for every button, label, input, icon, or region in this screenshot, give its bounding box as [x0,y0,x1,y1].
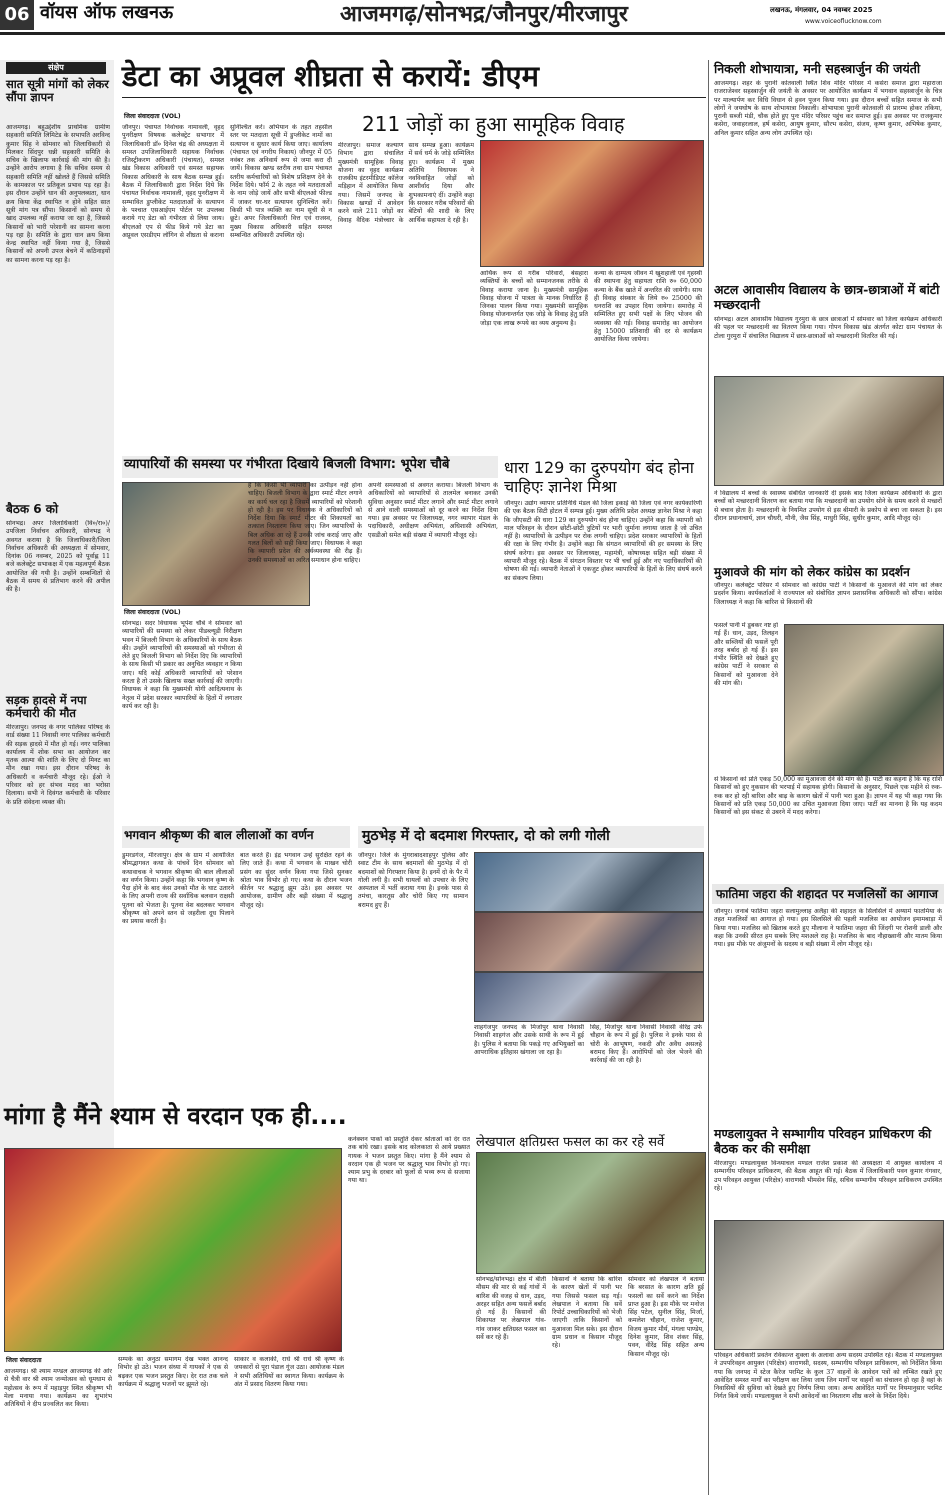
muthbhed-body-right [366,852,367,853]
muavze-body-bottom: से किसानों को प्रति एकड़ 50,000 का मुआवजा देने की मांग की है। पार्टी का कहना है कि यह राशि किसानों को हुए नुकसान की भरपाई में सहायक होगी। किसानों के अनुसार, पिछले एक महीने से रुक-रुक कर हो रही बारिश और बाढ़ के कारण खेतों में पानी भरा हुआ है। ज्ञापन में यह भी कहा गया कि किसानों को प्रति एकड़ 50,000 का उचित मुआवजा दिया जाए। पार्टी का मानना है कि यह कदम किसानों को इस संकट से उबरने में मदद करेगा। [714,776,942,817]
bhajan-photo [4,1148,342,1352]
muthbhed-body-left: जौनपुर। जिले के मुंगराबादशाहपुर पुलिस और स्वाट टीम के साथ बदमाशों की मुठभेड़ में दो बदमाशों को गिरफ्तार किया है। इनमें दो के पैर में गोली लगी है। सभी घायलों को उपचार के लिए अस्पताल में भर्ती कराया गया है। इनके पास से तमंचा, कारतूस और चोरी किए गए सामान बरामद हुए हैं। [358,852,468,909]
bhajan-headline: मांगा है मैंने श्याम से वरदान एक ही.... [4,1102,347,1130]
bhajan-dateline: जिला संवाददाता [6,1357,42,1364]
lekhpal-body-c: सोमवार को लेखपाल ने बताया कि बरसात के कारण क्षति हुई फसलों का सर्वे करने का निर्देश प्राप्त हुआ है। इस मौके पर मनोज सिंह पटेल, सुनील सिंह, मिर्जा, कमलेश चौहान, राजेश कुमार, विजय कुमार मौर्य, मंगला पाण्डेय, दिनेश कुमार, शिव शंकर सिंह, पवन, वीरेंद्र सिंह सहित अन्य किसान मौजूद रहे। [628,1276,704,1358]
bhupesh-body-left: सोनभद्र। सदर विधायक भूपेश चौबे ने सोमवार को व्यापारियों की समस्या को लेकर पीडब्ल्यूडी निरीक्षण भवन में बिजली विभाग के अधिकारियों के साथ बैठक की। उन्होंने व्यापारियों की समस्याओं को गंभीरता से लेते हुए बिजली विभाग को निर्देश दिए कि व्यापारियों के साथ किसी भी प्रकार का अनुचित व्यवहार न किया जाए। यदि कोई अधिकारी व्यापारियों को परेशान करता है तो उसके खिलाफ सख्त कार्रवाई की जाएगी। विधायक ने कहा कि मुख्यमंत्री योगी आदित्यनाथ के नेतृत्व में प्रदेश सरकार व्यापारियों के हितों में लगातार कार्य कर रही है। [122,620,242,710]
bhupesh-body-mid: है कि किसी भी व्यापारी का उत्पीड़न नहीं होना चाहिए। बिजली विभाग के द्वारा स्मार्ट मीटर लगाने का कार्य चल रहा है जिसमें व्यापारियों को परेशानी हो रही है। इस पर विधायक ने अधिकारियों को निर्देश दिया कि स्मार्ट मीटर की शिकायतों का तत्काल निस्तारण किया जाए। जिन व्यापारियों के बिल अधिक आ रहे हैं उनकी जांच कराई जाए और गलत बिलों को सही किया जाए। विधायक ने कहा कि व्यापारी प्रदेश की अर्थव्यवस्था की रीढ़ हैं। उनकी समस्याओं का त्वरित समाधान होना चाहिए। [248,482,362,564]
lead-body: जौनपुर। पंचायत निर्वाचक नामावली, वृहद पुनरीक्षण विषयक कलेक्ट्रेट सभागार में जिलाधिकारी डॉ० दिनेश चंद्र की अध्यक्षता में समस्त उपजिलाधिकारी सहायक निर्वाचक रजिस्ट्रीकरण अधिकारी (पंचायत), समस्त खंड विकास अधिकारी एवं समस्त सहायक विकास अधिकारी के साथ बैठक सम्पन्न हुई। बैठक में जिलाधिकारी द्वारा निर्देश दिये कि पंचायत निर्वाचक नामावली, वृहद पुनरीक्षण में सम्भावित डुप्लीकेट मतदाताओं के सत्यापन के पश्चात एसआईएम पोर्टल पर उपलब्ध कराये गए डेटा को गंभीरता से लिया जाय। बीएलओ एप से फीड किये गये डेटा का अप्रूवल एसडीएम लॉगिन से शीघ्रता से कराना सुनिश्चित करें। अभियान के तहत तहसील स्तर पर मतदाता सूची में डुप्लीकेट नामों का सत्यापन व सुधार कार्य किया जाए। कार्यालय (पंचायत एवं नगरीय निकाय) जौनपुर में 05 नवंबर तक अनिवार्य रूप से जमा करा दी जायें। विकास खण्ड स्तरीय तथा ग्राम पंचायत स्तरीय कर्मचारियों को विशेष प्रशिक्षण देने के निर्देश दिये। फॉर्म 2 के तहत नये मतदाताओं के नाम जोड़े जायें और सभी बीएलओ फील्ड में जाकर घर-घर सत्यापन सुनिश्चित करें। किसी भी पात्र व्यक्ति का नाम सूची से न छूटे। अपर जिलाधिकारी वित्त एवं राजस्व, मुख्य विकास अधिकारी सहित समस्त सम्बन्धित अधिकारी उपस्थित रहे। [122,124,332,239]
vivah-body-right: कन्या के दाम्पत्य जीवन में खुशहाली एवं गृहस्थी की स्थापना हेतु सहायता राशि रु० 60,000 कन्या के बैंक खाते में अन्तरित की जायेगी। साथ ही विवाह संस्कार के लिये रु० 25000 की धनराशि का उपहार दिया जायेगा। समारोह में सम्मिलित हुए सभी पक्षों के लिए भोजन की व्यवस्था की गई। विवाह समारोह का आयोजन हेतु 15000 प्रतिशादी की दर से कार्यक्रम आयोजित किया जायेगा। [594,270,702,344]
bhajan-body-c: साकार व कलाकी, राधे श्री राधे श्री कृष्ण के जयकारों से पूरा पंडाल गूंज उठा। आयोजक मंडल ने सभी अतिथियों का स्वागत किया। कार्यक्रम के अंत में प्रसाद वितरण किया गया। [234,1356,344,1388]
sankshep-body-3: मीरजापुर। जनपद के नगर पालिका परिषद के वार्ड संख्या 11 निवासी नगर पालिका कर्मचारी की सड़क हादसे में मौत हो गई। नगर पालिका कार्यालय में शोक सभा का आयोजन कर मृतक आत्मा की शांति के लिए दो मिनट का मौन रखा गया। इस दौरान परिषद के अधिकारी व कर्मचारी मौजूद रहे। ईओ ने परिवार को हर संभव मदद का भरोसा दिलाया। सभी ने दिवंगत कर्मचारी के परिवार के प्रति संवेदना व्यक्त की। [6,724,110,806]
mandal-photo [714,1220,944,1350]
bhajan-body-d: कनेक्शन पार्को को प्रस्तुति देकर श्रोताओं को देर रात तक बांधे रखा। इसके बाद कोलकाता से आये प्रख्यात गायक ने भजन प्रस्तुत किए। मांगा है मैंने श्याम से वरदान एक ही भजन पर श्रद्धालु भाव विभोर हो गए। श्याम प्रभु के दरबार को फूलों से भव्य रूप से सजाया गया था। [348,1136,470,1185]
muavze-body-side: फसलें पानी में डूबकर नष्ट हो गई हैं। धान, उड़द, तिलहन और सब्जियों की फसलें पूरी तरह बर्बाद हो गई हैं। इस गंभीर स्थिति को देखते हुए कांग्रेस पार्टी ने सरकार से किसानों को मुआवजा देने की मांग की। [714,622,778,688]
atal-body-bottom: ने विद्यालय में बच्चों के स्वास्थ्य संबंधित जानकारी दी इसके बाद जिला कार्यक्रम अधिकारी के द्वारा बच्चों को मच्छरदानी वितरण कर बताया गया कि मच्छरदानी का उपयोग सोने के समय करने से मच्छरों से बचाव होता है। मच्छरदानी के नियमित उपयोग से इस बीमारी के प्रकोप से बचा जा सकता है। इस दौरान प्रधानाचार्य, ज्ञान चौधरी, मौनी, जैस सिंह, माधुरी सिंह, सुधीर कुमार, आदि मौजूद रहे। [714,490,942,522]
lekhpal-body-a: सोनभद्र/सोनभद्र। क्षेत्र में बीती मौसम की मार से कई गांवों में बारिश की वजह से धान, उड़द, अरहर सहित अन्य फसलें बर्बाद हो गई हैं। किसानों की शिकायत पर लेखपाल गांव-गांव जाकर क्षतिग्रस्त फसल का सर्वे कर रहे हैं। [476,1276,546,1342]
muthbhed-photo-2 [474,912,704,972]
paper-title: वॉयस ऑफ लखनऊ [40,2,174,23]
muthbhed-photo-1 [474,852,704,912]
muthbhed-caption-left: शाहगंजपुर जनपद के मिर्जापुर थाना निवासी निवासी शाहगंज और उसके साथी के रूप में हुई है। पुलिस ने बताया कि पकड़े गए अभियुक्तों का आपराधिक इतिहास खंगाला जा रहा है। [474,1024,584,1056]
muthbhed-photo-3 [474,972,704,1022]
bhajan-body-b: सम्पर्क का अनुठा समागम देख भक्त आनन्द विभोर हो उठे। भजन संध्या में गायकों ने एक से बढ़कर एक भजन प्रस्तुत किए। देर रात तक चले कार्यक्रम में श्रद्धालु भजनों पर झूमते रहे। [118,1356,228,1388]
muavze-body-top: जौनपुर। कलेक्ट्रेट परिसर में सोमवार को कांग्रेस पार्टी ने किसानों के मुआवजे की मांग को लेकर प्रदर्शन किया। कार्यकर्ताओं ने राज्यपाल को संबोधित ज्ञापन प्रशासनिक अधिकारी को सौंपा। कांग्रेस जिलाध्यक्ष ने कहा कि बारिश से किसानों की [714,582,942,606]
lekhpal-photo [476,1152,706,1274]
muavze-headline: मुआवजे की मांग को लेकर कांग्रेस का प्रदर्शन [714,565,910,579]
vivah-photo [480,140,704,267]
dhara-headline: धारा 129 का दुरुपयोग बंद होना चाहिएः ज्ञानेश मिश्रा [504,458,694,496]
sankshep-headline-2: बैठक 6 को [6,502,59,516]
muavze-photo [784,624,944,776]
fatima-headline: फातिमा जहरा की शहादत पर मजलिसों का आगाज [716,887,938,901]
shobha-headline: निकली शोभायात्रा, मनी सहस्त्रार्जुन की जयंती [714,61,921,76]
right-column-rule [708,60,709,1495]
dateline: लखनऊ, मंगलवार, 04 नवम्बर 2025 [770,6,873,14]
bhagwan-body-right: बात करते हैं। इंद्र भगवान उन्हें सुरक्षित रहने के लिए जाते हैं। कथा में भगवान के माखन चोरी प्रसंग का सुंदर वर्णन किया गया जिसे सुनकर श्रोता भाव विभोर हो गए। कथा के दौरान भजन कीर्तन पर श्रद्धालु झूम उठे। इस अवसर पर आयोजक, ग्रामीण और बड़ी संख्या में श्रद्धालु मौजूद रहे। [240,852,352,909]
atal-photo [714,376,944,486]
website: www.voiceoflucknow.com [805,18,882,25]
section-title: आजमगढ़/सोनभद्र/जौनपुर/मीरजापुर [340,2,628,27]
bhagwan-headline: भगवान श्रीकृष्ण की बाल लीलाओं का वर्णन [124,828,314,842]
atal-body-top: सोनभद्र। अटल आवासीय विद्यालय गुरमुरा के छात्र छात्राओं में सोमवार को जिला कार्यक्रम अधिकारी की पहल पर मच्छरदानी का वितरण किया गया। गोपन विकास खंड अंतर्गत कोटा ग्राम पंचायत के टोला गुरमुरा में संचालित विद्यालय में छात्र-छात्राओं को मच्छरदानी वितरित की गई। [714,316,942,340]
shobha-body: आजमगढ़। शहर के पुरानी कोतवाली स्थित शिव मंदिर परिसर में कसेरा समाज द्वारा महाराजा राजराजेश्वर सहस्त्रार्जुन की जयंती के अवसर पर आयोजित कार्यक्रम में भगवान सहस्त्रार्जुन के चित्र पर माल्यार्पण कर विधि विधान से हवन पूजन किया गया। इस दौरान बच्चों सहित समाज के सभी लोगों ने जयघोष के साथ शोभायात्रा निकाली। शोभायात्रा पुरानी कोतवाली से प्रारम्भ होकर तकिया, पुरानी सब्जी मंडी, चौक होते हुए पुनः मंदिर परिसर पहुंच कर समाप्त हुई। इस अवसर पर राजकुमार कसेरा, जवाहरलाल, हर्ष कसेरा, आयुष कुमार, सौरभ कसेरा, संजय, कृष्ण कुमार, अभिषेक कुमार, अनिल कुमार सहित अन्य लोग उपस्थित रहे। [714,80,942,137]
mandal-headline: मण्डलायुक्त ने सम्भागीय परिवहन प्राधिकरण की बैठक कर की समीक्षा [714,1126,932,1156]
muthbhed-headline: मुठभेड़ में दो बदमाश गिरफ्तार, दो को लगी गोली [362,828,610,844]
mandal-body-bottom: परिवहन अधिकारी प्रवर्तन रविकान्त शुक्ला के अलावा अन्य सदस्य उपस्थित रहे। बैठक में मण्डलायुक्त ने उपपरिवहन आयुक्त (परिक्षेत्र) वाराणसी, सदस्य, सम्भागीय परिवहन प्राधिकरण, को निर्देशित किया गया कि जनपद में स्टेज कैरेज परमिट के कुल 37 वाहनों के आवेदन पत्रों को लम्बित रखते हुए आवेदित समस्त मार्गों का परीक्षण कर लिया जाय जिन मार्गों पर वाहनों का संचालन हो रहा है वहां के निवासियों की सुविधा को देखते हुए निर्णय लिया जाय। अन्य आवेदित मार्गों पर नियमानुसार परमिट निर्गत किये जायें। मण्डलायुक्त ने सभी आवेदनों का निस्तारण शीघ्र करने के निर्देश दिये। [714,1352,942,1401]
lead-rule [122,97,706,98]
lekhpal-headline: लेखपाल क्षतिग्रस्त फसल का कर रहे सर्वे [476,1135,665,1150]
dhara-body: जौनपुर। उद्योग व्यापार प्रतिनिधि मंडल की जिला इकाई की जिला एवं नगर कार्यकारिणी की एक बैठक सिटी होटल में सम्पन्न हुई। मुख्य अतिथि प्रदेश अध्यक्ष ज्ञानेश मिश्रा ने कहा कि जीएसटी की धारा 129 का दुरुपयोग बंद होना चाहिए। उन्होंने कहा कि व्यापारी को माल परिवहन के दौरान छोटी-छोटी त्रुटियों पर भारी जुर्माना लगाया जाता है जो उचित नहीं है। व्यापारियों के उत्पीड़न पर रोक लगनी चाहिए। प्रदेश सरकार व्यापारियों के हितों की रक्षा के लिए गंभीर है। उन्होंने कहा कि संगठन व्यापारियों की हर समस्या के लिए संघर्ष करेगा। इस अवसर पर जिलाध्यक्ष, महामंत्री, कोषाध्यक्ष सहित बड़ी संख्या में व्यापारी मौजूद रहे। बैठक में संगठन विस्तार पर भी चर्चा हुई और नए पदाधिकारियों की घोषणा की गई। व्यापारी नेताओं ने एकजुट होकर व्यापारियों के हितों के लिए संघर्ष करने का संकल्प लिया। [504,500,702,582]
mandal-body-top: मीरजापुर। मण्डलायुक्त विन्ध्याचल मण्डल राजेश प्रकाश की अध्यक्षता में आयुक्त कार्यालय में सम्भागीय परिवहन प्राधिकरण, की बैठक आहूत की गई। बैठक में जिलाधिकारी पवन कुमार गंगवार, उप परिवहन आयुक्त (परिक्षेत्र) वाराणसी भीमसेन सिंह, सचिव सम्भागीय परिवहन प्राधिकरण उपस्थित रहे। [714,1160,942,1192]
vivah-body-left: मीरजापुर। समाज कल्याण विभाग द्वारा संचालित मुख्यमंत्री सामूहिक विवाह योजना का वृहद कार्यक्रम राजकीय इंटरमीडिएट कॉलेज मड़िहान में आयोजित किया गया। जिसमें जनपद के विकास खण्डों में आवेदन करने वाले 211 जोड़ों का विवाह वैदिक मंत्रोच्चार के साथ सम्पन्न हुआ। कार्यक्रम में सर्व धर्म के जोड़े सम्मिलित हुए। कार्यक्रम में मुख्य अतिथि विधायक ने नवविवाहित जोड़ों को आशीर्वाद दिया और शुभकामनाएं दीं। उन्होंने कहा कि सरकार गरीब परिवारों की बेटियों की शादी के लिए आर्थिक सहायता दे रही है। [338,142,474,224]
fatima-body: जौनपुर। जनाबे फातिमा जहरा सलामुल्लाह अलैहा की शहादत के सिलसिले में अय्यामे फातमिया के तहत मजलिसों का आगाज हो गया। इस सिलसिले की पहली मजलिस का आयोजन इमामबाड़ा में किया गया। मजलिस को खिताब करते हुए मौलाना ने फातिमा जहरा की जिंदगी पर रोशनी डाली और कहा कि उनकी सीरत हम सबके लिए मशअले राह है। मजलिस के बाद नौहाख्वानी और मातम किया गया। इस मौके पर अंजुमनों के सदस्य व बड़ी संख्या में लोग मौजूद रहे। [714,908,942,949]
sankshep-label: संक्षेप [6,62,106,74]
sankshep-body-2: सोनभद्र। अपर जिलाधिकारी (वि०/रा०)/उपजिला निर्वाचन अधिकारी, सोनभद्र ने अवगत कराया है कि जिलाधिकारी/जिला निर्वाचन अधिकारी की अध्यक्षता में सोमवार, दिनांक 06 नवम्बर, 2025 को पूर्वाह्न 11 बजे कलेक्ट्रेट सभाकक्ष में एक महत्वपूर्ण बैठक आयोजित की गयी है। उन्होंने सम्बन्धितों से बैठक में समय से प्रतिभाग करने की अपील की है। [6,520,110,594]
muthbhed-caption-right: सिंह, मिर्जापुर थाना निवासी निवासी वीरेंद्र उर्फ चौहान के रूप में हुई है। पुलिस ने इनके पास से चोरी के आभूषण, नकदी और अवैध असलहे बरामद किए हैं। आरोपियों को जेल भेजने की कार्रवाई की जा रही है। [590,1024,702,1065]
sankshep-body-1: आजमगढ़। बहुउद्देशीय प्राथमिक ग्रामीण सहकारी समिति लिमिटेड के सभापति अरविन्द कुमार सिंह ने सोमवार को जिलाधिकारी से मिलकर सिंदपुर धन्नी सहकारी समिति के सचिव के खिलाफ कार्रवाई की मांग की है। उन्होंने आरोप लगाया है कि सचिव समय से सहकारी समिति नहीं खोलते हैं जिससे समिति के कामकाज पर प्रतिकूल प्रभाव पड़ रहा है। इस दौरान उन्होंने धान की अनुपलब्धता, धान क्रय किया केंद्र स्थापित न होने सहित सात सूत्री मांग पत्र सौंपा। किसानों को समय से खाद उपलब्ध नहीं कराया जा रहा है, जिससे किसानों को भारी परेशानी का सामना करना पड़ रहा है। समिति के द्वारा धान क्रय किया केन्द्र स्थापित नहीं किया गया है, जिससे किसानों को अपनी उपज बेचने में कठिनाइयों का सामना करना पड़ रहा है। [6,124,110,264]
vivah-headline: 211 जोड़ों का हुआ सामूहिक विवाह [362,112,625,136]
vivah-body-mid: आर्थिक रूप से गरीब परिवारों, बेसहारा व्यक्तियों के बच्चों को सम्मानजनक तरीके से विवाह कराया जाना है। मुख्यमंत्री सामूहिक विवाह योजना में पात्रता के मानक निर्धारित हैं जिनका पालन किया गया। मुख्यमंत्री सामूहिक विवाह योजनान्तर्गत एक जोड़े के विवाह हेतु प्रति जोड़ा एक लाख रूपये का व्यय अनुमन्य है। [480,270,588,327]
atal-headline: अटल आवासीय विद्यालय के छात्र-छात्राओं में बांटी मच्छरदानी [714,282,940,312]
bhupesh-dateline: जिला संवाददाता (VOL) [124,609,181,616]
sankshep-headline-1: सात सूत्री मांगों को लेकर सौंपा ज्ञापन [6,77,109,104]
page-number: 06 [0,0,34,30]
lead-dateline: जिला संवाददाता (VOL) [124,113,181,120]
lekhpal-body-b: किसानों ने बताया कि बारिश के कारण खेतों में पानी भर गया जिससे फसल सड़ गई। लेखपाल ने बताया कि सर्वे रिपोर्ट उच्चाधिकारियों को भेजी जाएगी ताकि किसानों को मुआवजा मिल सके। इस दौरान ग्राम प्रधान व किसान मौजूद रहे। [552,1276,622,1350]
bhupesh-headline: व्यापारियों की समस्या पर गंभीरता दिखाये बिजली विभाग: भूपेश चौबे [124,457,450,472]
bhupesh-body-right: अपनी समस्याओं से अवगत कराया। बिजली विभाग के अधिकारियों को व्यापारियों से तालमेल बनाकर उनकी सुविधा अनुसार स्मार्ट मीटर लगाने और स्मार्ट मीटर लगाने से आने वाली समस्याओं को दूर करने का निर्देश दिया गया। इस अवसर पर जिलाध्यक्ष, नगर व्यापार मंडल के पदाधिकारी, अधीक्षण अभियंता, अधिशासी अभियंता, एसडीओ समेत बड़ी संख्या में व्यापारी मौजूद रहे। [368,482,498,539]
bhagwan-body-left: डुमरडगंज, मीरजापुर। क्षेत्र के ग्राम में आयोजित श्रीमद्भागवत कथा के पांचवें दिन सोमवार को कथावाचक ने भगवान श्रीकृष्ण की बाल लीलाओं का वर्णन किया। उन्होंने कहा कि भगवान कृष्ण के पैदा होने के बाद कंस उनको मौत के घाट उतारने के लिए अपनी राज्य की सर्वाधिक बलवान राक्षसी पूतना को भेजता है। पूतना वेश बदलकर भगवान श्रीकृष्ण को अपने स्तन से जहरीला दूध पिलाने का प्रयास करती है। [122,852,234,926]
bhajan-body-a: आजमगढ़। श्री श्याम मण्डल आजमगढ़ की ओर से चैत्री वार श्री श्याम जन्मोत्सव को धूमधाम से महोत्सव के रूप में महाड़पुर स्थित श्रीकृष्ण भी मेला मनाया गया। कार्यक्रम का शुभारंभ अतिथियों ने दीप प्रज्वलित कर किया। [4,1368,112,1409]
masthead-rule [0,32,945,35]
sankshep-headline-3: सड़क हादसे में नपा कर्मचारी की मौत [6,693,87,720]
lead-headline: डेटा का अप्रूवल शीघ्रता से करायें: डीएम [122,59,539,93]
